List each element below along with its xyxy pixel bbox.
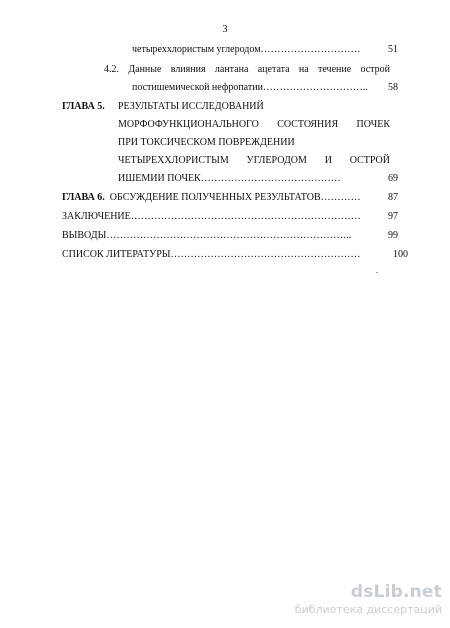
- toc-chapter-5-title-2: МОРФОФУНКЦИОНАЛЬНОГО СОСТОЯНИЯ ПОЧЕК: [118, 119, 390, 130]
- scan-speck: [376, 272, 378, 273]
- toc-page-99: 99: [388, 230, 398, 241]
- page-number: 3: [222, 24, 228, 35]
- toc-entry-continuation: четыреххлористым углеродом…………………………: [132, 44, 361, 55]
- toc-chapter-6: [62, 192, 362, 204]
- toc-references: СПИСОК ЛИТЕРАТУРЫ…………………………………………………: [62, 249, 361, 260]
- toc-page-97: 97: [388, 211, 398, 222]
- toc-chapter-5-title-5: ИШЕМИИ ПОЧЕК……………………………………: [118, 173, 341, 184]
- watermark-logo: dsLib.net: [350, 582, 442, 602]
- toc-page-51: 51: [388, 44, 398, 55]
- toc-page-87: 87: [388, 192, 398, 203]
- toc-page-69: 69: [388, 173, 398, 184]
- toc-entry-4-2: 4.2. Данные влияния лантана ацетата на течение острой: [104, 64, 390, 75]
- toc-chapter-5-label: [62, 101, 118, 113]
- chapter-6-title: ОБСУЖДЕНИЕ ПОЛУЧЕННЫХ РЕЗУЛЬТАТОВ…………: [107, 192, 361, 203]
- toc-conclusion: ЗАКЛЮЧЕНИЕ……………………………………………………………: [62, 211, 361, 222]
- chapter-6-label: ГЛАВА 6.: [62, 192, 105, 203]
- chapter-5-title-line-1: РЕЗУЛЬТАТЫ ИССЛЕДОВАНИЙ: [118, 101, 264, 112]
- watermark: [282, 582, 442, 616]
- toc-chapter-5-title-1: [118, 101, 388, 113]
- toc-page-58: 58: [388, 82, 398, 93]
- toc-entry-4-2-cont: постишемической нефропатии…………………………..: [132, 82, 368, 93]
- toc-chapter-5-title-4: ЧЕТЫРЕХХЛОРИСТЫМ УГЛЕРОДОМ И ОСТРОЙ: [118, 155, 390, 166]
- toc-chapter-5-title-3: ПРИ ТОКСИЧЕСКОМ ПОВРЕЖДЕНИИ: [118, 137, 295, 148]
- watermark-tagline: библиотека диссертаций: [294, 603, 442, 616]
- chapter-5-label: ГЛАВА 5.: [62, 101, 105, 112]
- toc-page-100: 100: [393, 249, 408, 260]
- toc-conclusions-list: ВЫВОДЫ………………………………………………………………..: [62, 230, 352, 241]
